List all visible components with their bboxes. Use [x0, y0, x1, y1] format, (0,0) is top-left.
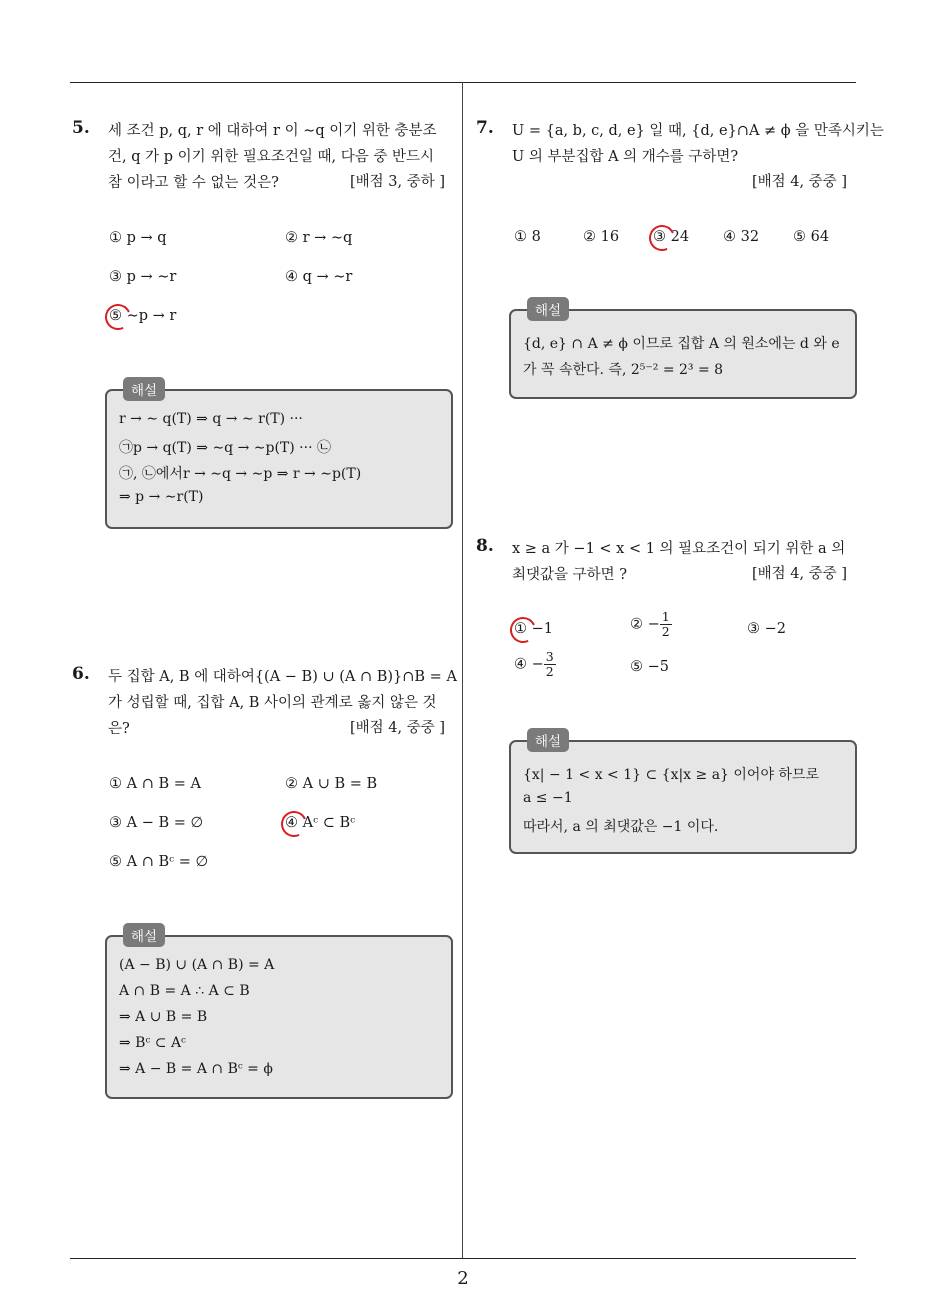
solution-tag: 해설 [527, 297, 569, 321]
solution-line: a ≤ −1 [523, 790, 573, 806]
choice-3: ③ A − B = ∅ [109, 815, 204, 831]
problem-line: 두 집합 A, B 에 대하여{(A − B) ∪ (A ∩ B)}∩B = A [108, 669, 457, 685]
choice-3: ③ p → ∼r [109, 269, 177, 285]
solution-line: ㉠, ㉡에서r → ∼q → ∼p ⇒ r → ∼p(T) [119, 466, 362, 482]
solution-box [509, 734, 857, 854]
problem-line: U 의 부분집합 A 의 개수를 구하면? [512, 149, 739, 165]
solution-box [105, 383, 453, 529]
choice-1: ① p → q [109, 230, 167, 246]
problem-line: 가 성립할 때, 집합 A, B 사이의 관계로 옳지 않은 것 [108, 695, 437, 711]
solution-line: 가 꼭 속한다. 즉, 2⁵⁻² = 2³ = 8 [523, 362, 724, 378]
problem-line: U = {a, b, c, d, e} 일 때, {d, e}∩A ≠ ϕ 을 만족시키는 [512, 123, 884, 139]
column-divider [462, 82, 463, 1258]
minus-sign: − [647, 616, 660, 633]
choice-4 [514, 650, 556, 679]
problem-number: 6. [72, 664, 90, 684]
choice-number: ② [630, 616, 643, 633]
bottom-rule [70, 1258, 856, 1259]
problem-line: 은? [108, 721, 130, 737]
solution-line: A ∩ B = A ∴ A ⊂ B [119, 983, 250, 999]
top-rule [70, 82, 856, 83]
solution-tag: 해설 [527, 728, 569, 752]
answer-mark [645, 221, 678, 254]
choice-4: ④ Aᶜ ⊂ Bᶜ [285, 815, 356, 831]
choice-3: ③ −2 [747, 621, 786, 637]
choice-2: ② r → ∼q [285, 230, 353, 246]
problem-line: 참 이라고 할 수 없는 것은? [108, 175, 279, 191]
choice-1: ① 8 [514, 229, 541, 245]
problem-number: 5. [72, 118, 90, 138]
solution-tag: 해설 [123, 377, 165, 401]
page-number: 2 [457, 1268, 469, 1289]
problem-number: 7. [476, 118, 494, 138]
choice-5: ⑤ −5 [630, 659, 669, 675]
choice-4: ④ 32 [723, 229, 760, 245]
solution-tag: 해설 [123, 923, 165, 947]
solution-line: ⇒ p → ∼r(T) [119, 489, 204, 505]
choice-5: ⑤ ∼p → r [109, 308, 177, 324]
solution-line: (A − B) ∪ (A ∩ B) = A [119, 957, 275, 973]
solution-line: ⇒ Bᶜ ⊂ Aᶜ [119, 1035, 186, 1051]
minus-sign: − [531, 656, 544, 673]
problem-text [512, 118, 884, 170]
problem-line: 건, q 가 p 이기 위한 필요조건일 때, 다음 중 반드시 [108, 149, 434, 165]
choice-1: ① −1 [514, 621, 553, 637]
solution-line: ㉠p → q(T) ⇒ ∼q → ∼p(T) ··· ㉡ [119, 440, 331, 456]
problem-line: 세 조건 p, q, r 에 대하여 r 이 ∼q 이기 위한 충분조 [108, 123, 437, 139]
choice-4: ④ q → ∼r [285, 269, 353, 285]
solution-line: {d, e} ∩ A ≠ ϕ 이므로 집합 A 의 원소에는 d 와 e [523, 336, 840, 352]
answer-mark [277, 807, 310, 840]
choice-5: ⑤ 64 [793, 229, 830, 245]
choice-1: ① A ∩ B = A [109, 776, 201, 792]
fraction-denominator: 2 [545, 664, 554, 679]
choice-2: ② A ∪ B = B [285, 776, 378, 792]
score-label: [배점 4, 중중 ] [350, 720, 446, 736]
fraction-denominator: 2 [661, 624, 670, 639]
problem-line: x ≥ a 가 −1 < x < 1 의 필요조건이 되기 위한 a 의 [512, 541, 846, 557]
choice-2 [630, 610, 672, 639]
answer-mark [506, 613, 539, 646]
score-label: [배점 4, 중중 ] [752, 174, 848, 190]
score-label: [배점 4, 중중 ] [752, 566, 848, 582]
choice-3: ③ 24 [653, 229, 690, 245]
solution-line: ⇒ A − B = A ∩ Bᶜ = ϕ [119, 1061, 273, 1077]
solution-line: ⇒ A ∪ B = B [119, 1009, 208, 1025]
choice-5: ⑤ A ∩ Bᶜ = ∅ [109, 854, 209, 870]
problem-line: 최댓값을 구하면 ? [512, 567, 628, 583]
problem-number: 8. [476, 536, 494, 556]
choice-2: ② 16 [583, 229, 620, 245]
solution-line: {x| − 1 < x < 1} ⊂ {x|x ≥ a} 이어야 하므로 [523, 767, 820, 783]
fraction-numerator: 1 [661, 609, 670, 624]
solution-box [105, 929, 453, 1099]
solution-line: 따라서, a 의 최댓값은 −1 이다. [523, 819, 719, 835]
fraction-numerator: 3 [545, 649, 554, 664]
choice-number: ④ [514, 656, 527, 673]
score-label: [배점 3, 중하 ] [350, 174, 446, 190]
fraction [660, 610, 672, 639]
fraction [544, 650, 556, 679]
solution-line: r → ∼ q(T) ⇒ q → ∼ r(T) ··· [119, 411, 303, 427]
answer-mark [101, 300, 134, 333]
solution-box [509, 303, 857, 399]
